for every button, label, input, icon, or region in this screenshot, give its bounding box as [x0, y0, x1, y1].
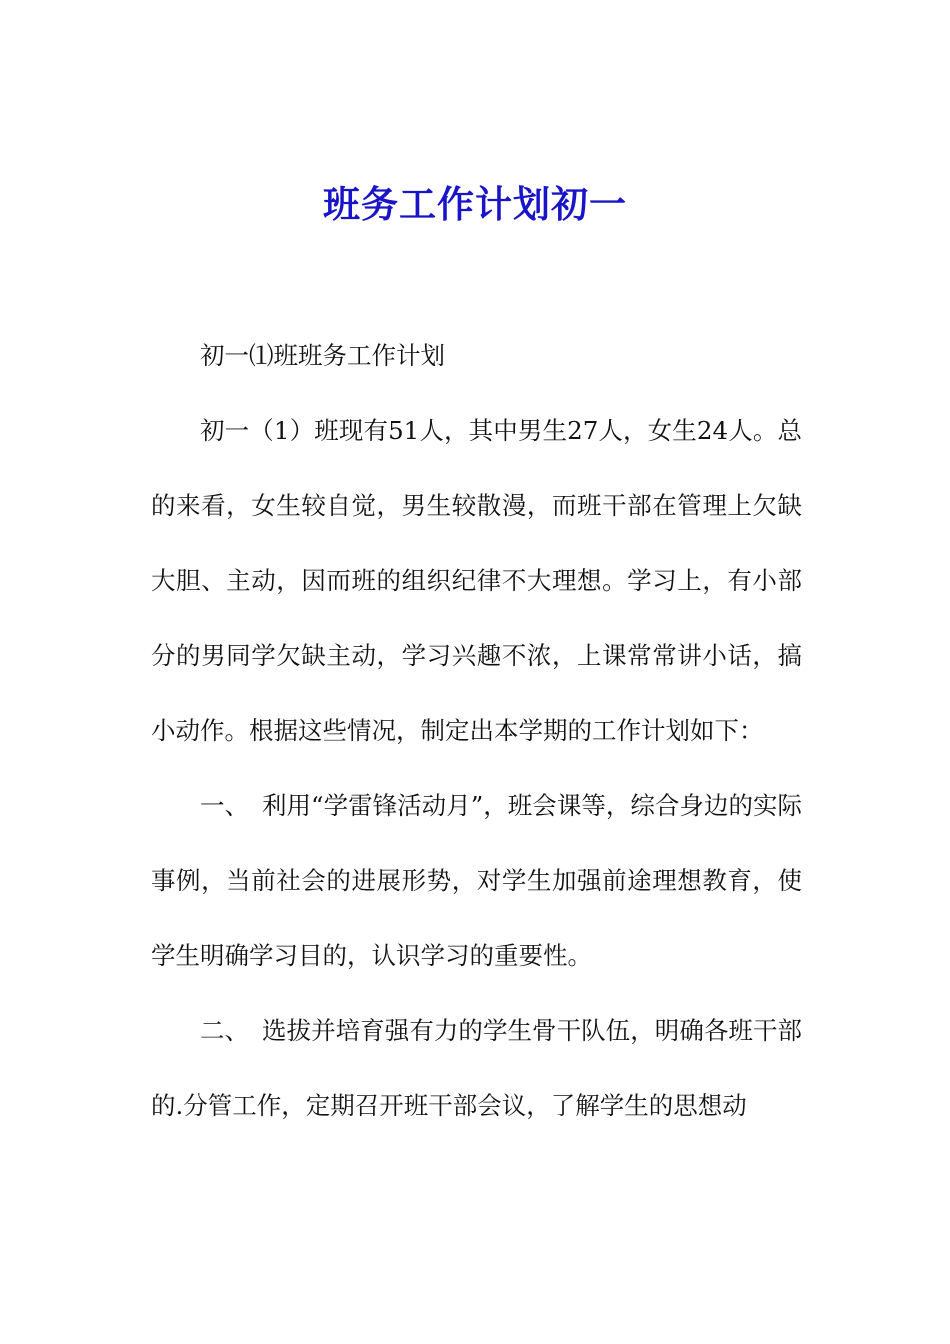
document-title: 班务工作计划初一	[323, 182, 627, 226]
paragraph-heading	[151, 318, 802, 393]
paragraph-text: 初一⑴班班务工作计划	[200, 341, 445, 370]
paragraph-intro	[151, 393, 802, 768]
paragraph-item-2	[151, 993, 802, 1143]
item-number: 一、	[200, 791, 249, 820]
paragraph-text: 选拔并培育强有力的学生骨干队伍，明确各班干部的.分管工作，定期召开班干部会议，了解学生的思想动	[151, 1016, 802, 1120]
item-number: 二、	[200, 1016, 249, 1045]
paragraph-item-1	[151, 768, 802, 993]
document-body	[151, 318, 802, 1143]
paragraph-text: 利用“学雷锋活动月”，班会课等，综合身边的实际事例，当前社会的进展形势，对学生加强前途理想教育，使学生明确学习目的，认识学习的重要性。	[151, 791, 802, 970]
paragraph-text: 初一（1）班现有51人，其中男生27人，女生24人。总的来看，女生较自觉，男生较散漫，而班干部在管理上欠缺大胆、主动，因而班的组织纪律不大理想。学习上，有小部分的男同学欠缺主动，学习兴趣不浓，上课常常讲小话，搞小动作。根据这些情况，制定出本学期的工作计划如下：	[151, 416, 802, 745]
